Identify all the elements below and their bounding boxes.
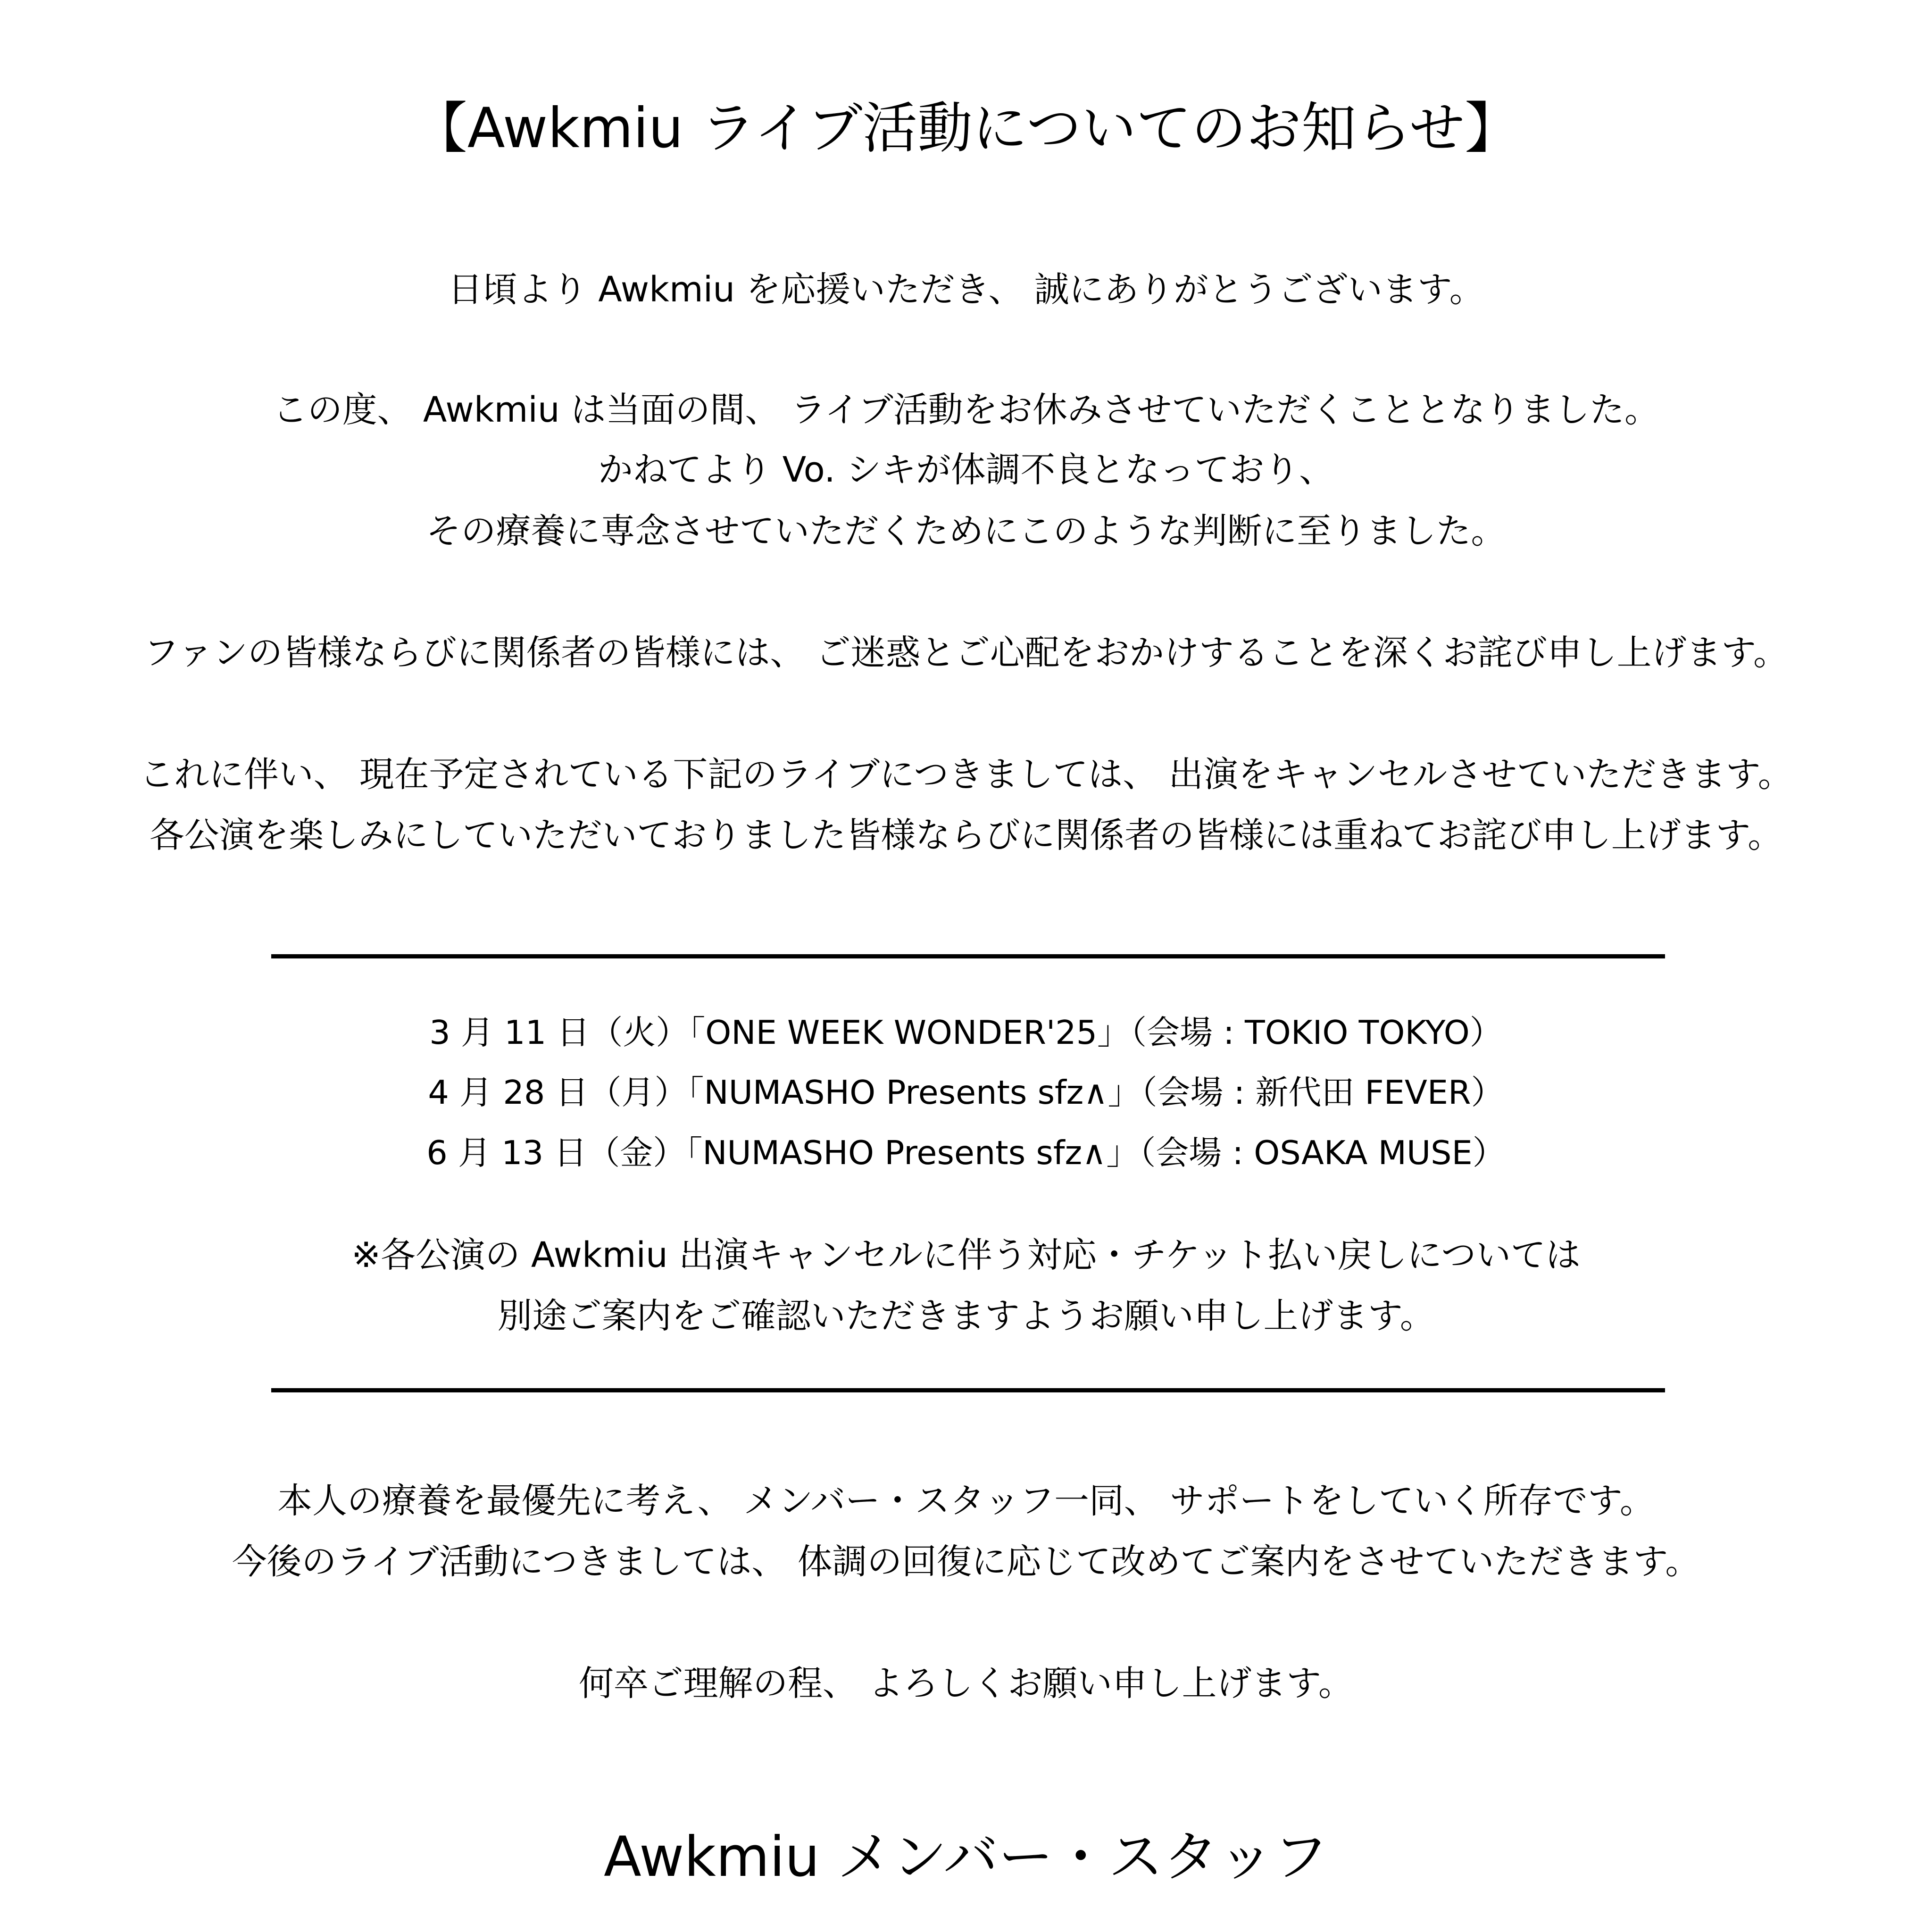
event-item-1: 3 月 11 日（火）「ONE WEEK WONDER'25」（会場 : TOKIO TOKYO） xyxy=(429,1014,1503,1052)
top-divider xyxy=(271,954,1665,958)
announcement-line-3: その療養に専念させていただくためにこのような判断に至りました。 xyxy=(426,511,1506,551)
greeting-text: 日頃より Awkmiu を応援いただき、 誠にありがとうございます。 xyxy=(448,269,1484,310)
closing-line-2: 今後のライブ活動につきましては、 体調の回復に応じて改めてご案内をさせていただきます。 xyxy=(232,1541,1700,1582)
signature: Awkmiu メンバー・スタッフ xyxy=(603,1825,1329,1889)
event-item-2: 4 月 28 日（月）「NUMASHO Presents sfz∧」（会場 : 新代田 FEVER） xyxy=(428,1074,1504,1112)
cancellation-line-2: 各公演を楽しみにしていただいておりました皆様ならびに関係者の皆様には重ねてお詫び申し上げます。 xyxy=(149,815,1783,856)
cancellation-line-1: これに伴い、 現在予定されている下記のライブにつきましては、 出演をキャンセルさせていただきます。 xyxy=(139,754,1793,795)
event-item-3: 6 月 13 日（金）「NUMASHO Presents sfz∧」（会場 : OSAKA MUSE） xyxy=(426,1134,1506,1172)
request-text: 何卒ご理解の程、 よろしくお願い申し上げます。 xyxy=(579,1663,1353,1704)
announcement-line-2: かねてより Vo. シキが体調不良となっており、 xyxy=(598,450,1334,490)
notice-title: 【Awkmiu ライブ活動についてのお知らせ】 xyxy=(412,97,1520,160)
apology-text: ファンの皆様ならびに関係者の皆様には、 ご迷惑とご心配をおかけすることを深くお詫び申し上げます。 xyxy=(143,633,1788,673)
refund-note-line-2: 別途ご案内をご確認いただきますようお願い申し上げます。 xyxy=(497,1296,1435,1336)
announcement-line-1: この度、 Awkmiu は当面の間、 ライブ活動をお休みさせていただくこととなりました。 xyxy=(273,390,1659,430)
closing-line-1: 本人の療養を最優先に考え、 メンバー・スタッフ一同、 サポートをしていく所存です。 xyxy=(277,1481,1655,1521)
bottom-divider xyxy=(271,1388,1665,1392)
refund-note-line-1: ※各公演の Awkmiu 出演キャンセルに伴う対応・チケット払い戻しについては xyxy=(351,1235,1581,1275)
